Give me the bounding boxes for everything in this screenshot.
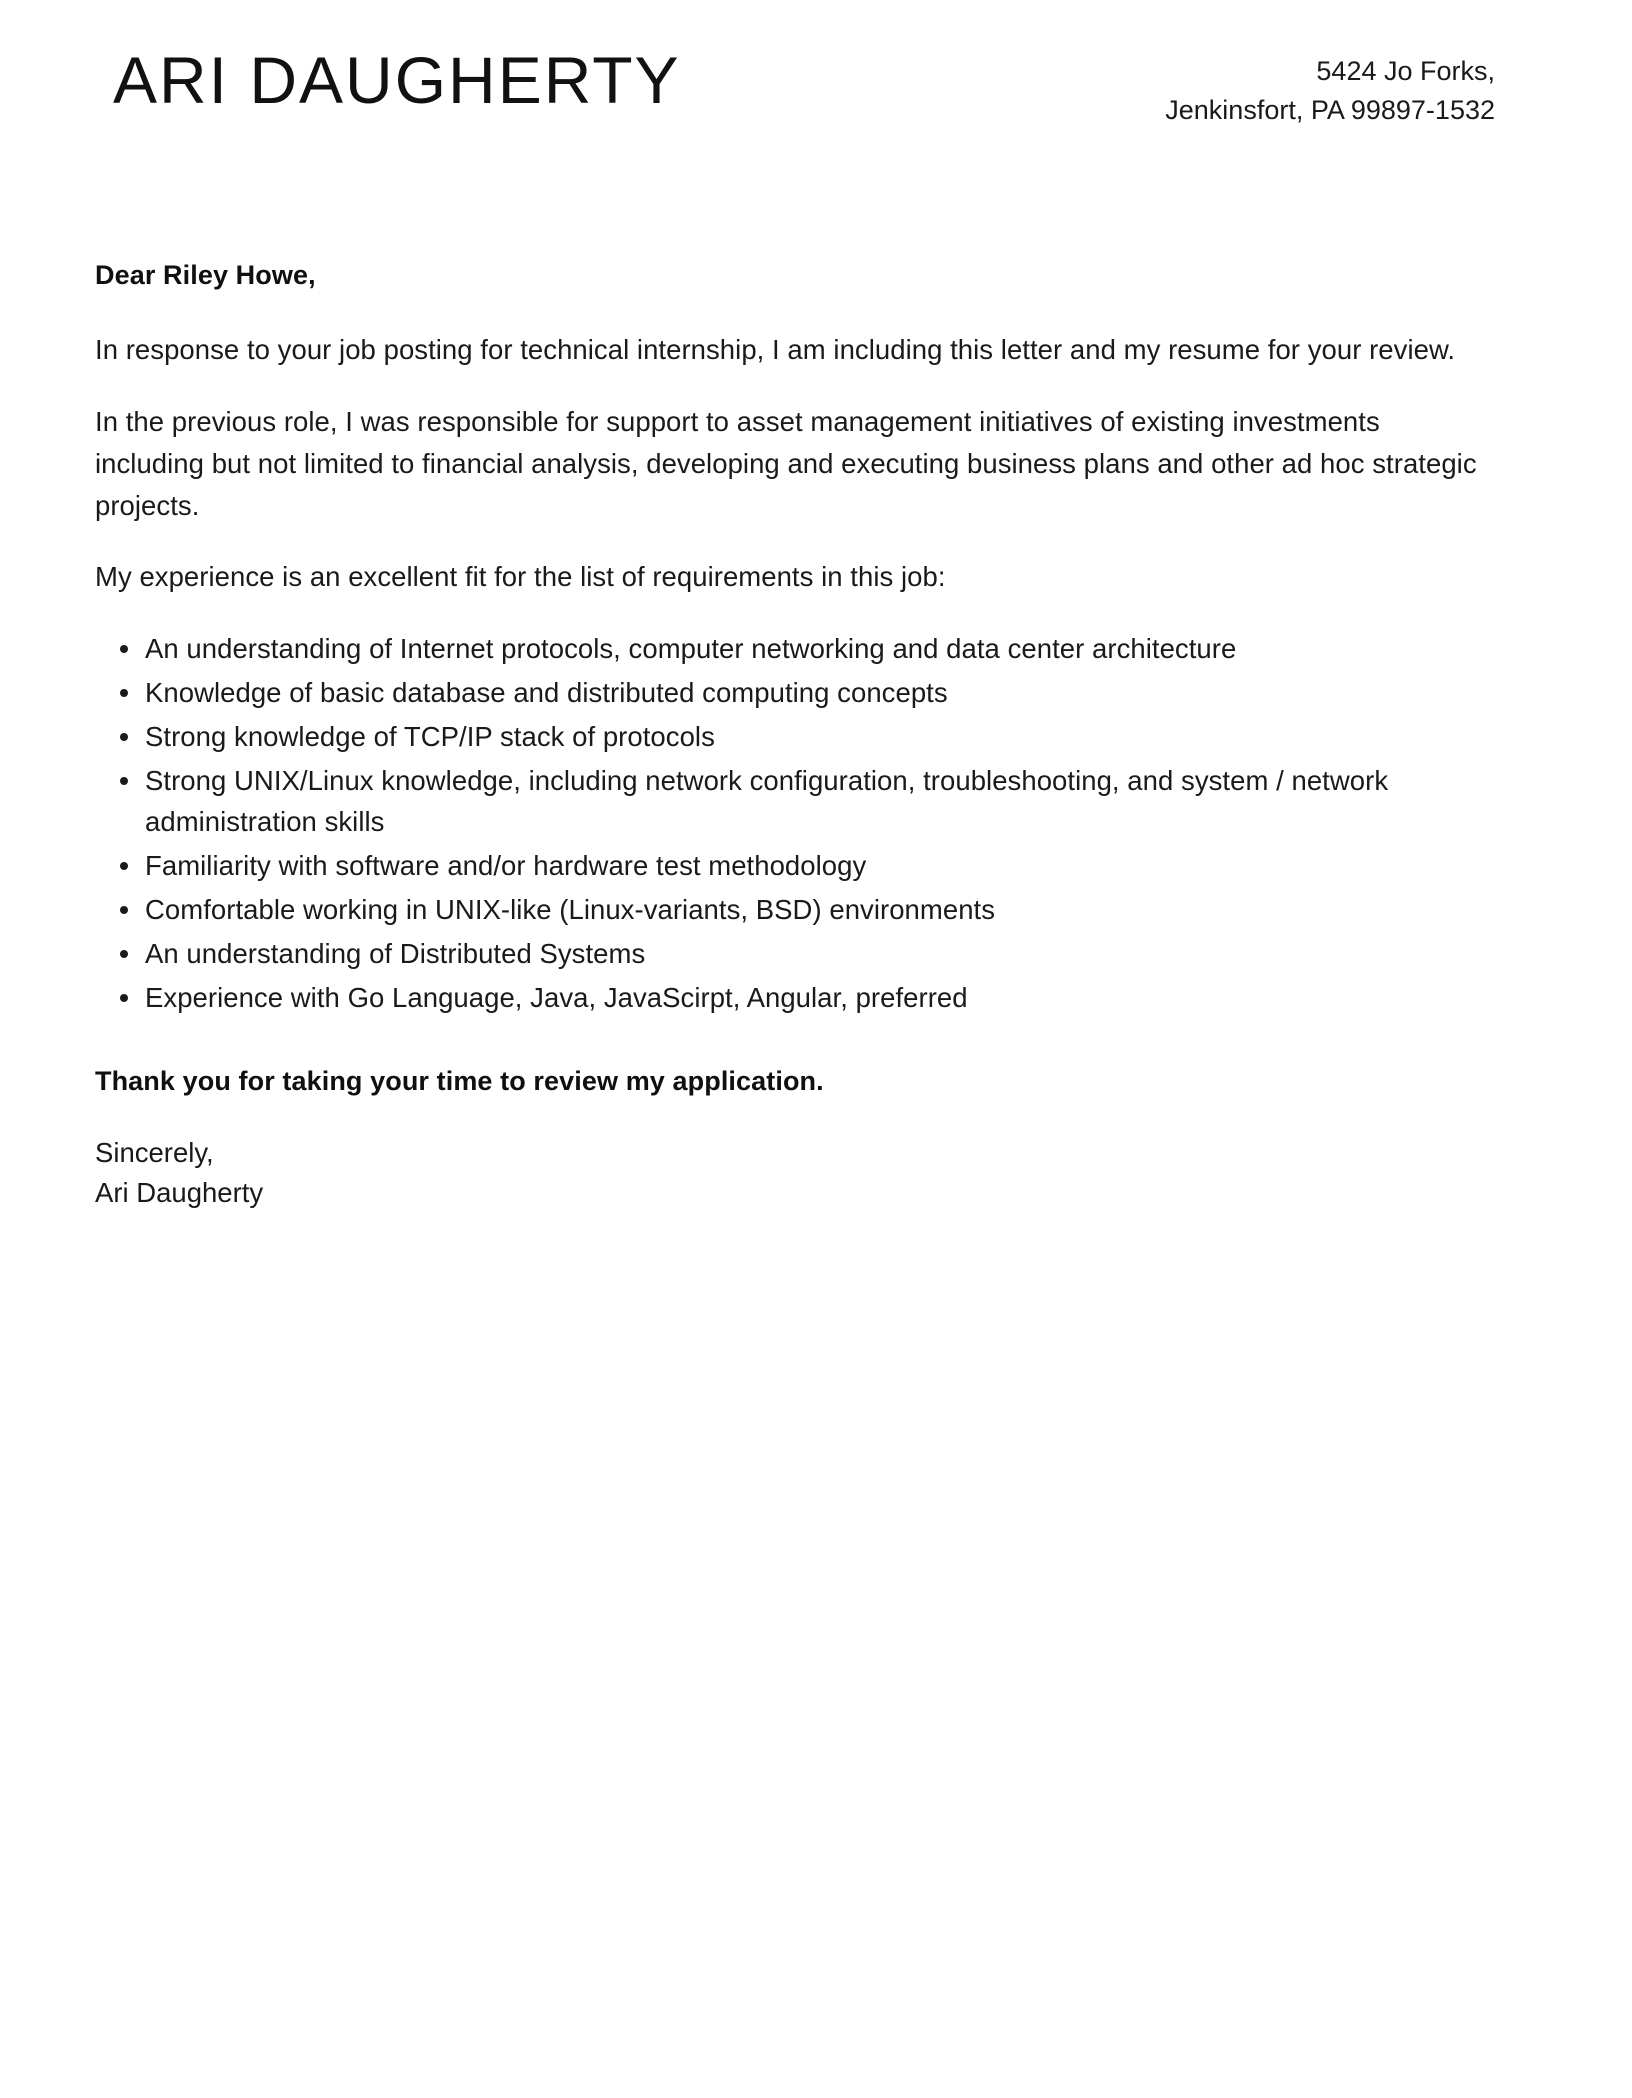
list-item bbox=[95, 889, 1495, 931]
list-item-label: Comfortable working in UNIX-like (Linux-variants, BSD) environments bbox=[145, 893, 996, 925]
bullet-icon bbox=[120, 906, 128, 914]
list-item bbox=[95, 628, 1495, 670]
list-item-label: An understanding of Distributed Systems bbox=[145, 937, 646, 969]
body-paragraph-1: In response to your job posting for technical internship, I am including this letter and my resume for your review. bbox=[95, 334, 1456, 366]
signature-block bbox=[95, 1133, 1495, 1212]
bullet-icon bbox=[120, 733, 128, 741]
letter-header bbox=[95, 0, 1495, 156]
bullet-icon bbox=[120, 862, 128, 870]
letter-content bbox=[95, 0, 1495, 1213]
letter-body bbox=[95, 256, 1495, 1213]
sender-address bbox=[1165, 46, 1495, 130]
bullet-icon bbox=[120, 777, 128, 785]
list-item-label: Experience with Go Language, Java, JavaScirpt, Angular, preferred bbox=[145, 981, 968, 1013]
address-line-2: Jenkinsfort, PA 99897-1532 bbox=[1165, 94, 1495, 125]
list-item-label: An understanding of Internet protocols, computer networking and data center architecture bbox=[145, 633, 1237, 665]
list-item bbox=[95, 977, 1495, 1019]
bullet-icon bbox=[120, 645, 128, 653]
bullet-icon bbox=[120, 994, 128, 1002]
bullet-icon bbox=[120, 950, 128, 958]
address-line-1: 5424 Jo Forks, bbox=[1316, 56, 1495, 86]
closing-statement: Thank you for taking your time to review my application. bbox=[95, 1066, 824, 1097]
list-item-label: Strong knowledge of TCP/IP stack of protocols bbox=[145, 720, 715, 752]
requirements-list bbox=[95, 628, 1495, 1018]
list-item bbox=[95, 672, 1495, 714]
bullet-icon bbox=[120, 689, 128, 697]
list-item bbox=[95, 933, 1495, 975]
page-title: ARI DAUGHERTY bbox=[113, 43, 681, 117]
list-item bbox=[95, 760, 1495, 844]
list-item bbox=[95, 716, 1495, 758]
list-item bbox=[95, 845, 1495, 887]
list-item-label: Knowledge of basic database and distributed computing concepts bbox=[145, 676, 948, 708]
list-item-label: Strong UNIX/Linux knowledge, including network configuration, troubleshooting, and system / network administration skills bbox=[145, 764, 1389, 838]
valediction: Sincerely, bbox=[95, 1137, 214, 1169]
salutation: Dear Riley Howe, bbox=[95, 260, 316, 290]
signature-name: Ari Daugherty bbox=[95, 1177, 264, 1209]
body-paragraph-2: In the previous role, I was responsible for support to asset management initiatives of existing investments including but not limited to financial analysis, developing and executing business plans and other ad hoc strategic projects. bbox=[95, 405, 1477, 521]
list-item-label: Familiarity with software and/or hardware test methodology bbox=[145, 850, 867, 882]
body-paragraph-3: My experience is an excellent fit for the list of requirements in this job: bbox=[95, 561, 946, 593]
